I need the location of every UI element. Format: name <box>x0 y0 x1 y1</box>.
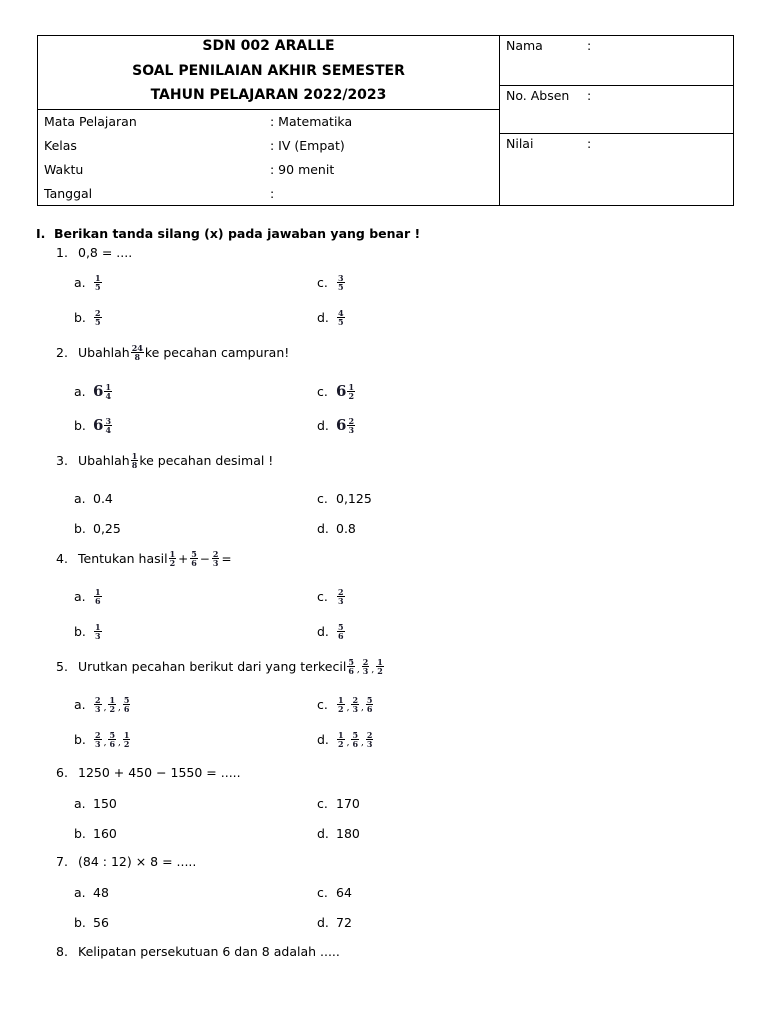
denominator: 2 <box>123 739 130 749</box>
question-number: 5. <box>56 659 68 674</box>
fraction <box>376 658 384 675</box>
numerator: 2 <box>212 549 219 559</box>
name-box <box>500 36 733 86</box>
denominator: 2 <box>109 704 116 714</box>
fraction <box>131 452 139 469</box>
option-7b[interactable] <box>74 915 109 930</box>
comma: , <box>346 738 350 748</box>
exam-title: SOAL PENILAIAN AKHIR SEMESTER <box>132 63 405 79</box>
fraction <box>347 383 355 400</box>
option-4d[interactable] <box>317 623 346 640</box>
numerator: 1 <box>105 381 112 392</box>
option-letter: b. <box>74 732 86 747</box>
option-letter: b. <box>74 826 86 841</box>
info-row-class <box>38 134 499 158</box>
option-letter: c. <box>317 383 328 399</box>
denominator: 6 <box>109 739 116 749</box>
option-value: 0,25 <box>93 521 121 536</box>
header-titles <box>38 36 499 110</box>
denominator: 3 <box>366 739 373 749</box>
minus-operator: − <box>199 551 210 566</box>
denominator: 6 <box>191 558 197 568</box>
numerator: 5 <box>109 730 116 740</box>
option-7c[interactable] <box>317 885 352 900</box>
fraction <box>108 731 116 748</box>
header-left-panel <box>38 36 500 205</box>
denominator: 4 <box>105 390 112 401</box>
denominator: 6 <box>366 704 373 714</box>
fraction <box>94 274 102 291</box>
info-value: : 90 menit <box>270 162 335 177</box>
question-number: 4. <box>56 551 68 566</box>
numerator: 5 <box>338 622 344 632</box>
option-letter: a. <box>74 275 86 290</box>
numerator: 5 <box>123 695 130 705</box>
equals-operator: = <box>221 551 232 566</box>
fraction <box>351 696 359 713</box>
option-7a[interactable] <box>74 885 109 900</box>
numerator: 2 <box>366 730 373 740</box>
option-2c[interactable] <box>317 382 356 400</box>
numerator: 1 <box>377 657 383 667</box>
option-2d[interactable] <box>317 416 356 434</box>
option-letter: a. <box>74 491 86 506</box>
denominator: 8 <box>131 460 138 470</box>
fraction <box>366 731 374 748</box>
numerator: 24 <box>131 343 143 353</box>
comma: , <box>118 703 121 713</box>
option-letter: c. <box>317 697 328 712</box>
info-label: Mata Pelajaran <box>44 114 137 129</box>
numerator: 1 <box>95 587 101 597</box>
numerator: 5 <box>352 730 359 740</box>
option-letter: d. <box>317 521 329 536</box>
denominator: 5 <box>95 317 101 327</box>
option-2b[interactable] <box>74 416 113 434</box>
option-5a[interactable] <box>74 696 131 713</box>
denominator: 6 <box>123 704 130 714</box>
numerator: 2 <box>362 657 369 667</box>
fraction <box>94 696 102 713</box>
numerator: 2 <box>95 730 101 740</box>
question-1 <box>56 245 132 260</box>
option-3a[interactable] <box>74 491 113 506</box>
option-letter: a. <box>74 589 86 604</box>
option-value: 160 <box>93 826 117 841</box>
numerator: 2 <box>95 308 101 318</box>
numerator: 1 <box>169 549 176 559</box>
numerator: 3 <box>338 273 344 283</box>
fraction <box>347 658 355 675</box>
question-text: Urutkan pecahan berikut dari yang terkecil <box>78 659 347 674</box>
numerator: 2 <box>95 695 101 705</box>
numerator: 1 <box>338 695 344 705</box>
section-title <box>36 226 420 241</box>
option-3c[interactable] <box>317 491 372 506</box>
option-4a[interactable] <box>74 588 103 605</box>
denominator: 5 <box>338 317 344 327</box>
numerator: 1 <box>348 381 355 392</box>
info-value: : Matematika <box>270 114 353 129</box>
numerator: 5 <box>191 549 197 559</box>
denominator: 5 <box>338 282 344 292</box>
option-letter: c. <box>317 589 328 604</box>
fraction <box>337 309 345 326</box>
score-colon: : <box>587 136 592 151</box>
fraction <box>123 731 131 748</box>
denominator: 6 <box>338 631 344 641</box>
option-value: 180 <box>336 826 360 841</box>
name-colon: : <box>587 38 592 53</box>
denominator: 3 <box>212 558 219 568</box>
option-letter: a. <box>74 697 86 712</box>
school-name: SDN 002 ARALLE <box>202 38 335 54</box>
section-number: I. <box>36 226 46 241</box>
fraction <box>366 696 374 713</box>
option-value: 0.8 <box>336 521 356 536</box>
numerator: 5 <box>348 657 354 667</box>
option-5b[interactable] <box>74 731 131 748</box>
option-value: 64 <box>336 885 352 900</box>
numerator: 3 <box>105 415 112 426</box>
fraction <box>94 588 102 605</box>
question-number: 8. <box>56 944 68 959</box>
fraction <box>362 658 370 675</box>
fraction <box>104 383 112 400</box>
absen-box <box>500 86 733 134</box>
exam-header-table <box>37 35 734 206</box>
fraction <box>337 623 345 640</box>
question-number: 6. <box>56 765 68 780</box>
question-number: 7. <box>56 854 68 869</box>
denominator: 3 <box>95 631 101 641</box>
info-label: Kelas <box>44 138 77 153</box>
absen-label: No. Absen <box>506 88 570 103</box>
fraction <box>94 623 102 640</box>
option-1c[interactable] <box>317 274 346 291</box>
name-label: Nama <box>506 38 543 53</box>
numerator: 2 <box>352 695 359 705</box>
score-box <box>500 134 733 207</box>
fraction <box>131 344 144 361</box>
fraction <box>108 696 116 713</box>
denominator: 2 <box>169 558 176 568</box>
denominator: 4 <box>105 424 112 435</box>
option-letter: b. <box>74 915 86 930</box>
fraction <box>337 588 345 605</box>
question-text-suffix: ke pecahan campuran! <box>144 345 290 360</box>
question-text: Ubahlah <box>78 453 130 468</box>
option-value: 48 <box>93 885 109 900</box>
whole-number: 6 <box>336 382 347 400</box>
option-letter: d. <box>317 417 329 433</box>
question-number: 3. <box>56 453 68 468</box>
denominator: 3 <box>348 424 355 435</box>
info-value: : IV (Empat) <box>270 138 345 153</box>
numerator: 1 <box>123 730 130 740</box>
whole-number: 6 <box>93 416 104 434</box>
denominator: 2 <box>348 390 355 401</box>
fraction <box>337 696 345 713</box>
question-number: 2. <box>56 345 68 360</box>
question-text: 0,8 = .... <box>78 245 133 260</box>
score-label: Nilai <box>506 136 534 151</box>
fraction <box>190 550 198 567</box>
info-label: Waktu <box>44 162 84 177</box>
option-value: 150 <box>93 796 117 811</box>
option-letter: d. <box>317 310 329 325</box>
denominator: 3 <box>362 666 369 676</box>
denominator: 3 <box>352 704 359 714</box>
whole-number: 6 <box>93 382 104 400</box>
denominator: 2 <box>338 704 344 714</box>
question-text: (84 : 12) × 8 = ..... <box>78 854 197 869</box>
option-letter: c. <box>317 885 328 900</box>
option-letter: d. <box>317 732 329 747</box>
comma: , <box>361 703 364 713</box>
denominator: 3 <box>95 739 101 749</box>
fraction <box>94 731 102 748</box>
option-6b[interactable] <box>74 826 117 841</box>
question-5 <box>56 658 385 675</box>
plus-operator: + <box>178 551 189 566</box>
academic-year: TAHUN PELAJARAN 2022/2023 <box>150 87 387 103</box>
option-4b[interactable] <box>74 623 103 640</box>
question-2 <box>56 344 289 361</box>
question-text: Kelipatan persekutuan 6 dan 8 adalah ..... <box>78 944 340 959</box>
comma: , <box>118 738 121 748</box>
question-text: 1250 + 450 − 1550 = ..... <box>78 765 241 780</box>
question-8 <box>56 944 340 959</box>
info-label: Tanggal <box>44 186 93 201</box>
option-letter: b. <box>74 310 86 325</box>
denominator: 5 <box>95 282 101 292</box>
option-value: 0,125 <box>336 491 372 506</box>
comma: , <box>346 703 350 713</box>
info-row-time <box>38 158 499 182</box>
denominator: 6 <box>95 596 101 606</box>
section-instruction: Berikan tanda silang (x) pada jawaban yang benar ! <box>54 226 421 241</box>
option-3d[interactable] <box>317 521 356 536</box>
option-7d[interactable] <box>317 915 352 930</box>
comma: , <box>103 703 107 713</box>
option-6d[interactable] <box>317 826 360 841</box>
whole-number: 6 <box>336 416 347 434</box>
option-value: 72 <box>336 915 352 930</box>
question-6 <box>56 765 241 780</box>
option-1d[interactable] <box>317 309 346 326</box>
denominator: 2 <box>338 739 344 749</box>
option-letter: b. <box>74 417 86 433</box>
denominator: 6 <box>352 739 359 749</box>
denominator: 3 <box>95 704 101 714</box>
option-letter: c. <box>317 796 328 811</box>
question-7 <box>56 854 196 869</box>
option-letter: d. <box>317 624 329 639</box>
option-letter: a. <box>74 796 86 811</box>
question-text: Ubahlah <box>78 345 130 360</box>
question-number: 1. <box>56 245 68 260</box>
numerator: 2 <box>338 587 344 597</box>
fraction <box>212 550 220 567</box>
numerator: 1 <box>131 451 138 461</box>
fraction <box>94 309 102 326</box>
option-letter: b. <box>74 521 86 536</box>
fraction <box>351 731 359 748</box>
option-letter: d. <box>317 915 329 930</box>
fraction <box>104 417 112 434</box>
question-text: Tentukan hasil <box>78 551 168 566</box>
comma: , <box>361 738 364 748</box>
numerator: 5 <box>366 695 373 705</box>
fraction <box>337 731 345 748</box>
header-right-panel <box>500 36 733 205</box>
option-5c[interactable] <box>317 696 374 713</box>
fraction <box>337 274 345 291</box>
option-6a[interactable] <box>74 796 117 811</box>
option-letter: d. <box>317 826 329 841</box>
denominator: 8 <box>134 352 141 362</box>
option-4c[interactable] <box>317 588 346 605</box>
numerator: 1 <box>109 695 116 705</box>
fraction <box>123 696 131 713</box>
question-text-suffix: ke pecahan desimal ! <box>139 453 274 468</box>
option-1a[interactable] <box>74 274 103 291</box>
option-value: 170 <box>336 796 360 811</box>
numerator: 4 <box>338 308 344 318</box>
numerator: 1 <box>95 622 101 632</box>
info-row-date <box>38 182 499 206</box>
denominator: 3 <box>338 596 344 606</box>
info-value: : <box>270 186 275 201</box>
numerator: 1 <box>338 730 344 740</box>
info-row-subject <box>38 110 499 134</box>
option-5d[interactable] <box>317 731 374 748</box>
denominator: 6 <box>348 666 354 676</box>
option-value: 0.4 <box>93 491 113 506</box>
option-letter: c. <box>317 275 328 290</box>
comma: , <box>103 738 107 748</box>
option-2a[interactable] <box>74 382 113 400</box>
option-letter: c. <box>317 491 328 506</box>
fraction <box>347 417 355 434</box>
numerator: 2 <box>348 415 355 426</box>
denominator: 2 <box>377 666 383 676</box>
option-3b[interactable] <box>74 521 121 536</box>
comma: , <box>371 665 375 675</box>
option-letter: a. <box>74 383 86 399</box>
option-1b[interactable] <box>74 309 103 326</box>
question-3 <box>56 452 273 469</box>
option-value: 56 <box>93 915 109 930</box>
comma: , <box>356 665 360 675</box>
question-4 <box>56 550 233 567</box>
numerator: 1 <box>95 273 101 283</box>
option-6c[interactable] <box>317 796 360 811</box>
fraction <box>169 550 177 567</box>
option-letter: a. <box>74 885 86 900</box>
option-letter: b. <box>74 624 86 639</box>
absen-colon: : <box>587 88 592 103</box>
